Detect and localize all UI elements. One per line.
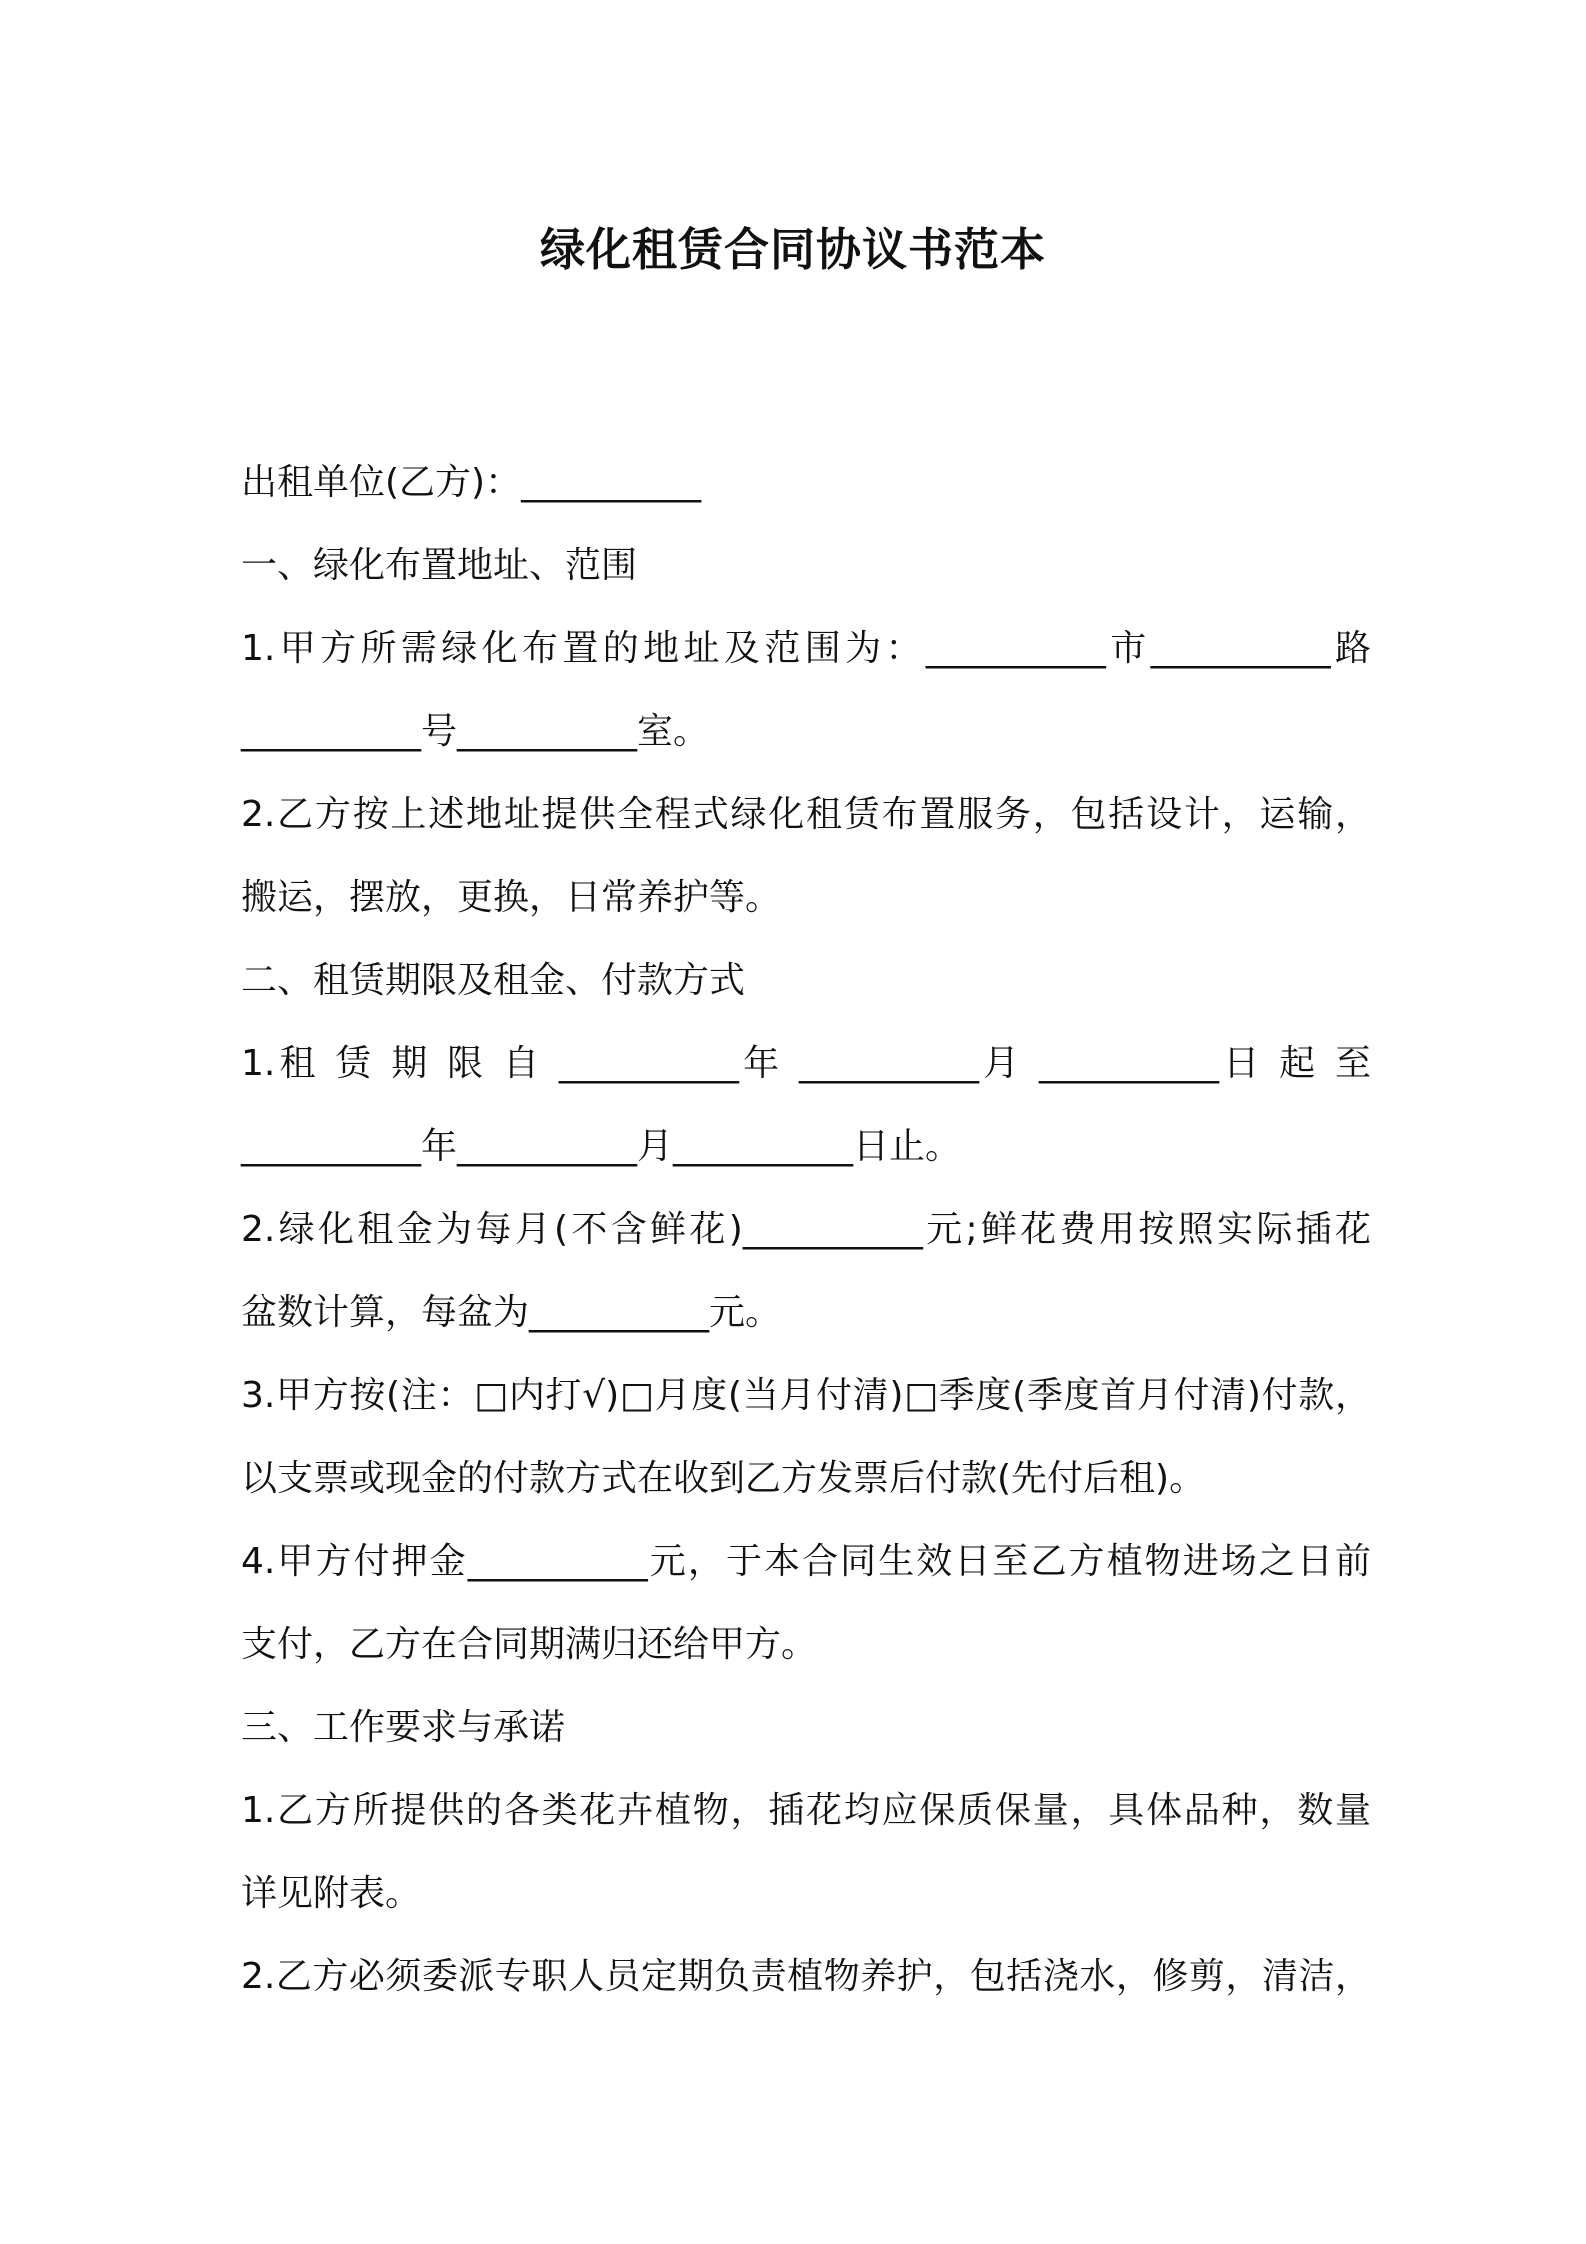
- clause-2-3-line-2: 以支票或现金的付款方式在收到乙方发票后付款(先付后租)。: [241, 1458, 1206, 1499]
- clause-2-2-line-1: 2.绿化租金为每月(不含鲜花)__________元;鲜花费用按照实际插花: [241, 1209, 1371, 1250]
- section-2-heading: 二、租赁期限及租金、付款方式: [241, 960, 746, 1001]
- lessor-line: 出租单位(乙方)：__________: [241, 462, 702, 503]
- clause-1-1-line-1: 1.甲方所需绿化布置的地址及范围为：__________市__________路: [241, 628, 1371, 669]
- clause-2-2-line-2: 盆数计算，每盆为__________元。: [241, 1292, 782, 1333]
- clause-3-2-line-1: 2.乙方必须委派专职人员定期负责植物养护，包括浇水，修剪，清洁，: [241, 1956, 1371, 1997]
- clause-2-1-line-2: __________年__________月__________日止。: [241, 1126, 962, 1167]
- clause-2-4-line-1: 4.甲方付押金__________元，于本合同生效日至乙方植物进场之日前: [241, 1541, 1371, 1582]
- clause-1-2-line-1: 2.乙方按上述地址提供全程式绿化租赁布置服务，包括设计，运输，: [241, 794, 1371, 835]
- document-title: 绿化租赁合同协议书范本: [539, 223, 1046, 276]
- clause-1-1-line-2: __________号__________室。: [241, 711, 710, 752]
- section-1-heading: 一、绿化布置地址、范围: [241, 545, 638, 586]
- clause-2-4-line-2: 支付，乙方在合同期满归还给甲方。: [241, 1624, 818, 1665]
- clause-1-2-line-2: 搬运，摆放，更换，日常养护等。: [241, 877, 782, 918]
- clause-2-3-line-1: 3.甲方按(注：□内打√)□月度(当月付清)□季度(季度首月付清)付款，: [241, 1375, 1371, 1416]
- clause-3-1-line-2: 详见附表。: [241, 1873, 422, 1914]
- clause-3-1-line-1: 1.乙方所提供的各类花卉植物，插花均应保质保量，具体品种，数量: [241, 1790, 1371, 1831]
- section-3-heading: 三、工作要求与承诺: [241, 1707, 566, 1748]
- clause-2-1-line-1: 1.租 赁 期 限 自 __________年 __________月 __________日 起 至: [241, 1043, 1371, 1084]
